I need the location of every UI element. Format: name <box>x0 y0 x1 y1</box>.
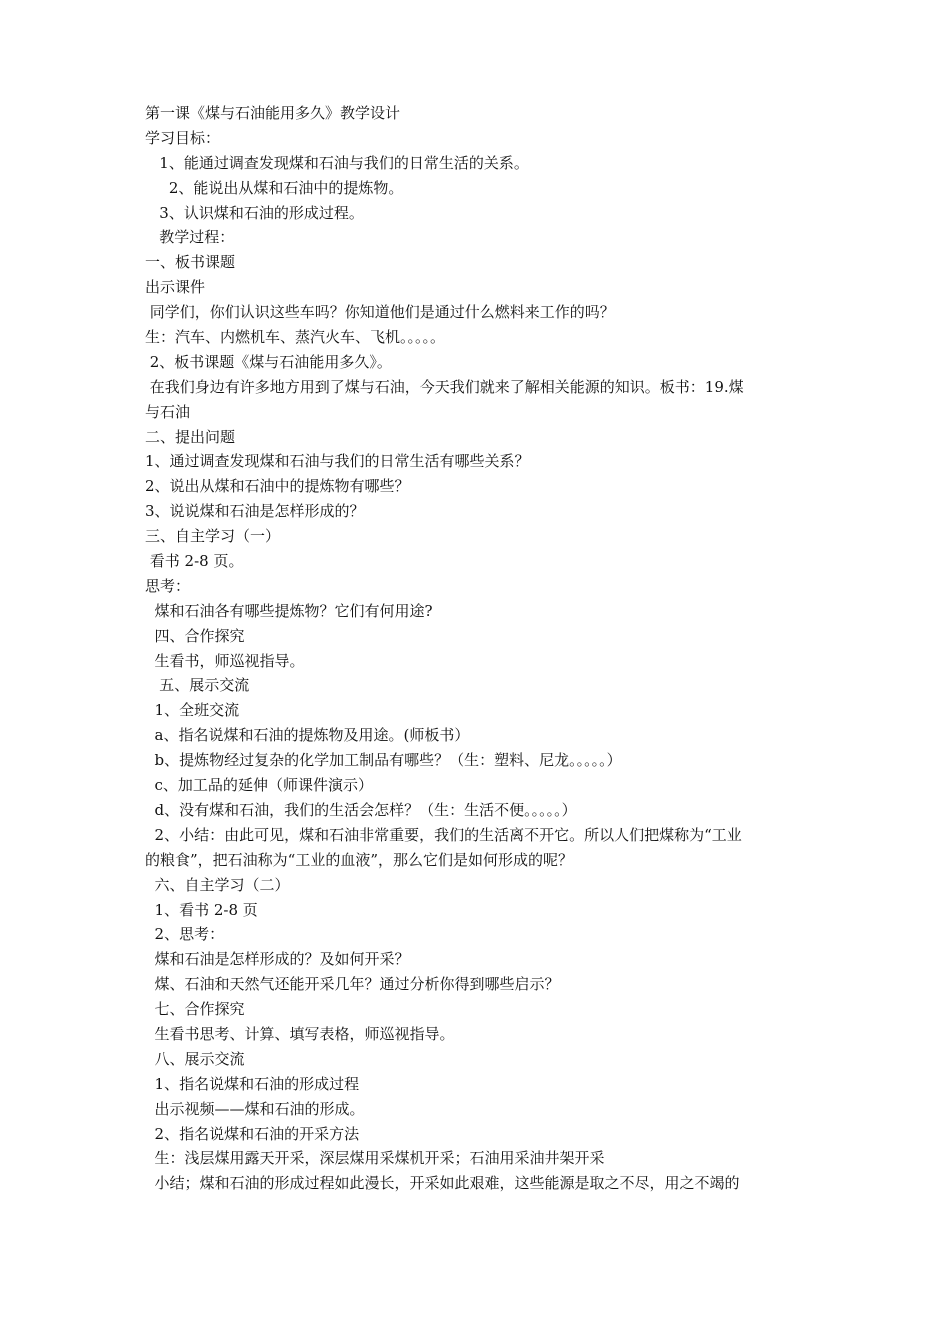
text-line: 生看书思考、计算、填写表格，师巡视指导。 <box>145 1024 455 1043</box>
text-line: 的粮食”，把石油称为“工业的血液”，那么它们是如何形成的呢？ <box>145 850 574 869</box>
text-line: b、提炼物经过复杂的化学加工制品有哪些？（生：塑料、尼龙。。。。。） <box>145 751 622 770</box>
text-line: 第一课《煤与石油能用多久》教学设计 <box>145 104 401 122</box>
text-line: 1、指名说煤和石油的形成过程 <box>145 1074 360 1093</box>
text-line: 2、指名说煤和石油的开采方法 <box>145 1124 360 1143</box>
text-line: 煤和石油各有哪些提炼物？它们有何用途? <box>145 601 433 620</box>
text-line: c、加工品的延伸（师课件演示） <box>145 776 373 795</box>
text-line: 2、能说出从煤和石油中的提炼物。 <box>145 178 404 197</box>
text-line: 五、展示交流 <box>145 676 250 695</box>
text-line: 七、合作探究 <box>145 1000 245 1019</box>
text-line: 与石油 <box>145 402 191 421</box>
text-line: 四、合作探究 <box>145 626 245 645</box>
document-body <box>145 101 815 1196</box>
text-line: 六、自主学习（二） <box>145 875 290 894</box>
text-line: 1、能通过调查发现煤和石油与我们的日常生活的关系。 <box>145 153 529 172</box>
text-line: 出示课件 <box>145 278 206 297</box>
text-line: 一、板书课题 <box>145 253 236 272</box>
text-line: 三、自主学习（一） <box>145 527 281 546</box>
text-line: 出示视频——煤和石油的形成。 <box>145 1099 365 1118</box>
text-line: 在我们身边有许多地方用到了煤与石油，今天我们就来了解相关能源的知识。板书：19.煤 <box>145 377 744 396</box>
text-line: 生看书，师巡视指导。 <box>145 651 305 670</box>
text-line: 思考： <box>145 576 191 595</box>
text-line: 1、看书 2-8 页 <box>145 900 258 919</box>
text-line: 八、展示交流 <box>145 1049 245 1068</box>
text-line: 2、小结：由此可见，煤和石油非常重要，我们的生活离不开它。所以人们把煤称为“工业 <box>145 825 742 844</box>
text-line: a、指名说煤和石油的提炼物及用途。(师板书） <box>145 726 470 745</box>
text-line: 同学们，你们认识这些车吗？你知道他们是通过什么燃料来工作的吗？ <box>145 303 615 322</box>
text-line: 小结；煤和石油的形成过程如此漫长，开采如此艰难，这些能源是取之不尽，用之不竭的 <box>145 1174 740 1193</box>
text-line: 学习目标： <box>145 128 221 147</box>
text-line: 生：浅层煤用露天开采，深层煤用采煤机开采；石油用采油井架开采 <box>145 1149 605 1168</box>
text-line: 二、提出问题 <box>145 427 236 446</box>
text-line: 3、认识煤和石油的形成过程。 <box>145 203 364 222</box>
text-line: 1、全班交流 <box>145 701 240 720</box>
text-line: 煤、石油和天然气还能开采几年？通过分析你得到哪些启示？ <box>145 975 560 994</box>
text-line: 2、思考： <box>145 925 225 944</box>
text-line: 教学过程： <box>145 228 235 247</box>
text-line: 1、通过调查发现煤和石油与我们的日常生活有哪些关系？ <box>145 452 530 471</box>
text-line: 生：汽车、内燃机车、蒸汽火车、飞机。。。。。 <box>145 328 446 347</box>
text-line: 煤和石油是怎样形成的？及如何开采？ <box>145 950 410 969</box>
text-line: d、没有煤和石油，我们的生活会怎样？（生：生活不便。。。。。） <box>145 800 577 819</box>
text-line: 3、说说煤和石油是怎样形成的？ <box>145 502 365 521</box>
text-line: 2、板书课题《煤与石油能用多久》。 <box>145 352 392 371</box>
text-line: 看书 2-8 页。 <box>145 552 244 571</box>
text-line: 2、说出从煤和石油中的提炼物有哪些？ <box>145 477 410 496</box>
